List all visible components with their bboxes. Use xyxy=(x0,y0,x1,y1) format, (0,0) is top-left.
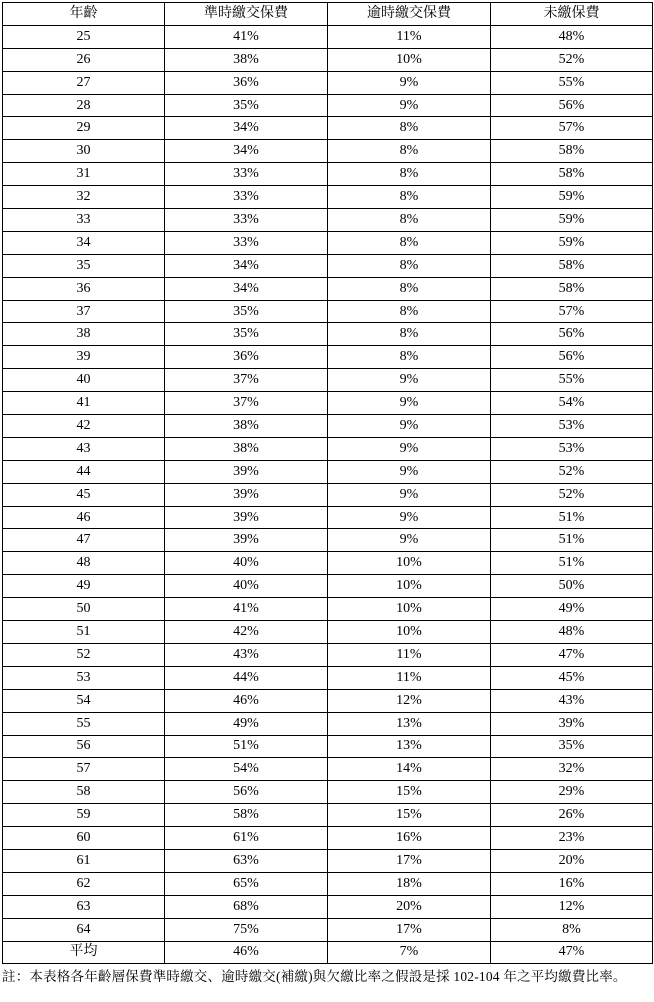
cell-unpaid: 20% xyxy=(491,849,653,872)
cell-on-time: 51% xyxy=(165,735,328,758)
cell-age: 51 xyxy=(3,621,165,644)
cell-late: 9% xyxy=(328,529,491,552)
cell-on-time: 39% xyxy=(165,529,328,552)
table-row xyxy=(3,186,653,209)
cell-late: 8% xyxy=(328,231,491,254)
cell-age: 35 xyxy=(3,254,165,277)
cell-on-time: 33% xyxy=(165,163,328,186)
table-row xyxy=(3,666,653,689)
cell-age: 49 xyxy=(3,575,165,598)
cell-late: 13% xyxy=(328,735,491,758)
table-row xyxy=(3,712,653,735)
cell-on-time: 46% xyxy=(165,941,328,964)
cell-age: 39 xyxy=(3,346,165,369)
cell-age: 31 xyxy=(3,163,165,186)
cell-late: 9% xyxy=(328,460,491,483)
cell-on-time: 33% xyxy=(165,186,328,209)
cell-late: 17% xyxy=(328,849,491,872)
cell-unpaid: 47% xyxy=(491,643,653,666)
cell-age: 28 xyxy=(3,94,165,117)
cell-on-time: 75% xyxy=(165,918,328,941)
cell-unpaid: 50% xyxy=(491,575,653,598)
cell-unpaid: 52% xyxy=(491,483,653,506)
cell-unpaid: 55% xyxy=(491,71,653,94)
cell-unpaid: 48% xyxy=(491,621,653,644)
cell-late: 20% xyxy=(328,895,491,918)
cell-unpaid: 32% xyxy=(491,758,653,781)
cell-late: 12% xyxy=(328,689,491,712)
cell-late: 10% xyxy=(328,598,491,621)
premium-payment-table xyxy=(2,2,653,964)
table-row xyxy=(3,323,653,346)
table-row xyxy=(3,918,653,941)
table-row xyxy=(3,781,653,804)
table-row xyxy=(3,827,653,850)
cell-unpaid: 57% xyxy=(491,300,653,323)
cell-unpaid: 58% xyxy=(491,140,653,163)
cell-age: 29 xyxy=(3,117,165,140)
cell-late: 10% xyxy=(328,621,491,644)
cell-late: 9% xyxy=(328,437,491,460)
cell-age: 38 xyxy=(3,323,165,346)
cell-on-time: 34% xyxy=(165,254,328,277)
cell-late: 8% xyxy=(328,254,491,277)
cell-age: 41 xyxy=(3,392,165,415)
cell-on-time: 56% xyxy=(165,781,328,804)
cell-on-time: 38% xyxy=(165,415,328,438)
cell-unpaid: 56% xyxy=(491,94,653,117)
table-row xyxy=(3,598,653,621)
cell-on-time: 61% xyxy=(165,827,328,850)
cell-late: 9% xyxy=(328,94,491,117)
cell-on-time: 36% xyxy=(165,71,328,94)
cell-unpaid: 51% xyxy=(491,529,653,552)
cell-unpaid: 59% xyxy=(491,186,653,209)
cell-age: 30 xyxy=(3,140,165,163)
table-row xyxy=(3,94,653,117)
cell-late: 15% xyxy=(328,804,491,827)
cell-age: 45 xyxy=(3,483,165,506)
table-row xyxy=(3,941,653,964)
cell-unpaid: 45% xyxy=(491,666,653,689)
cell-on-time: 35% xyxy=(165,300,328,323)
cell-late: 13% xyxy=(328,712,491,735)
cell-on-time: 35% xyxy=(165,323,328,346)
cell-age: 42 xyxy=(3,415,165,438)
cell-unpaid: 16% xyxy=(491,872,653,895)
cell-unpaid: 56% xyxy=(491,346,653,369)
cell-late: 17% xyxy=(328,918,491,941)
cell-unpaid: 54% xyxy=(491,392,653,415)
cell-unpaid: 58% xyxy=(491,254,653,277)
cell-unpaid: 53% xyxy=(491,437,653,460)
cell-on-time: 38% xyxy=(165,437,328,460)
cell-on-time: 39% xyxy=(165,506,328,529)
table-row xyxy=(3,552,653,575)
table-row xyxy=(3,163,653,186)
cell-on-time: 68% xyxy=(165,895,328,918)
cell-unpaid: 43% xyxy=(491,689,653,712)
cell-age: 34 xyxy=(3,231,165,254)
cell-late: 11% xyxy=(328,666,491,689)
cell-late: 8% xyxy=(328,186,491,209)
cell-unpaid: 58% xyxy=(491,277,653,300)
cell-on-time: 39% xyxy=(165,483,328,506)
cell-age: 52 xyxy=(3,643,165,666)
table-row xyxy=(3,48,653,71)
table-row xyxy=(3,209,653,232)
cell-late: 8% xyxy=(328,300,491,323)
cell-on-time: 54% xyxy=(165,758,328,781)
cell-age: 47 xyxy=(3,529,165,552)
cell-late: 9% xyxy=(328,392,491,415)
cell-late: 15% xyxy=(328,781,491,804)
table-row xyxy=(3,529,653,552)
cell-unpaid: 51% xyxy=(491,552,653,575)
cell-age: 50 xyxy=(3,598,165,621)
header-on-time: 準時繳交保費 xyxy=(165,3,328,26)
header-age: 年齡 xyxy=(3,3,165,26)
cell-on-time: 49% xyxy=(165,712,328,735)
cell-age: 25 xyxy=(3,25,165,48)
table-row xyxy=(3,231,653,254)
cell-age: 55 xyxy=(3,712,165,735)
cell-late: 9% xyxy=(328,369,491,392)
cell-unpaid: 49% xyxy=(491,598,653,621)
cell-late: 7% xyxy=(328,941,491,964)
cell-on-time: 41% xyxy=(165,25,328,48)
cell-age: 43 xyxy=(3,437,165,460)
cell-unpaid: 39% xyxy=(491,712,653,735)
cell-age: 44 xyxy=(3,460,165,483)
cell-unpaid: 52% xyxy=(491,460,653,483)
cell-age: 40 xyxy=(3,369,165,392)
cell-unpaid: 23% xyxy=(491,827,653,850)
cell-on-time: 40% xyxy=(165,552,328,575)
cell-unpaid: 59% xyxy=(491,231,653,254)
table-row xyxy=(3,346,653,369)
table-row xyxy=(3,140,653,163)
cell-age: 54 xyxy=(3,689,165,712)
header-late: 逾時繳交保費 xyxy=(328,3,491,26)
cell-age: 56 xyxy=(3,735,165,758)
cell-on-time: 37% xyxy=(165,392,328,415)
cell-late: 11% xyxy=(328,25,491,48)
cell-on-time: 44% xyxy=(165,666,328,689)
cell-on-time: 42% xyxy=(165,621,328,644)
cell-age: 27 xyxy=(3,71,165,94)
cell-on-time: 34% xyxy=(165,117,328,140)
table-row xyxy=(3,300,653,323)
cell-age: 53 xyxy=(3,666,165,689)
cell-unpaid: 52% xyxy=(491,48,653,71)
table-row xyxy=(3,804,653,827)
table-row xyxy=(3,460,653,483)
cell-age: 36 xyxy=(3,277,165,300)
cell-unpaid: 26% xyxy=(491,804,653,827)
footnote: 註：本表格各年齡層保費準時繳交、逾時繳交(補繳)與欠繳比率之假設是採 102-104 年之平均繳費比率。 xyxy=(2,969,627,984)
cell-unpaid: 35% xyxy=(491,735,653,758)
cell-late: 18% xyxy=(328,872,491,895)
table-row xyxy=(3,621,653,644)
cell-on-time: 65% xyxy=(165,872,328,895)
cell-late: 10% xyxy=(328,48,491,71)
cell-age: 37 xyxy=(3,300,165,323)
cell-late: 11% xyxy=(328,643,491,666)
header-row xyxy=(3,3,653,26)
cell-age: 46 xyxy=(3,506,165,529)
cell-unpaid: 56% xyxy=(491,323,653,346)
table-header xyxy=(3,3,653,26)
cell-unpaid: 57% xyxy=(491,117,653,140)
cell-late: 10% xyxy=(328,575,491,598)
table-row xyxy=(3,643,653,666)
cell-unpaid: 59% xyxy=(491,209,653,232)
cell-unpaid: 47% xyxy=(491,941,653,964)
cell-late: 14% xyxy=(328,758,491,781)
table-row xyxy=(3,71,653,94)
cell-late: 8% xyxy=(328,346,491,369)
cell-age: 64 xyxy=(3,918,165,941)
table-row xyxy=(3,872,653,895)
cell-age: 63 xyxy=(3,895,165,918)
cell-age: 60 xyxy=(3,827,165,850)
cell-on-time: 37% xyxy=(165,369,328,392)
cell-unpaid: 48% xyxy=(491,25,653,48)
cell-age: 61 xyxy=(3,849,165,872)
cell-unpaid: 12% xyxy=(491,895,653,918)
cell-age: 59 xyxy=(3,804,165,827)
table-row xyxy=(3,849,653,872)
cell-unpaid: 29% xyxy=(491,781,653,804)
table-row xyxy=(3,735,653,758)
cell-late: 10% xyxy=(328,552,491,575)
table-row xyxy=(3,895,653,918)
cell-age: 26 xyxy=(3,48,165,71)
cell-age: 48 xyxy=(3,552,165,575)
cell-on-time: 34% xyxy=(165,277,328,300)
cell-late: 8% xyxy=(328,323,491,346)
cell-on-time: 40% xyxy=(165,575,328,598)
cell-on-time: 33% xyxy=(165,209,328,232)
cell-on-time: 33% xyxy=(165,231,328,254)
cell-late: 8% xyxy=(328,163,491,186)
table-body xyxy=(3,25,653,964)
header-unpaid: 未繳保費 xyxy=(491,3,653,26)
cell-unpaid: 51% xyxy=(491,506,653,529)
table-row xyxy=(3,575,653,598)
cell-late: 8% xyxy=(328,277,491,300)
cell-late: 9% xyxy=(328,483,491,506)
table-row xyxy=(3,483,653,506)
table-row xyxy=(3,392,653,415)
cell-age: 32 xyxy=(3,186,165,209)
cell-on-time: 34% xyxy=(165,140,328,163)
table-row xyxy=(3,117,653,140)
cell-unpaid: 55% xyxy=(491,369,653,392)
cell-late: 8% xyxy=(328,209,491,232)
cell-on-time: 41% xyxy=(165,598,328,621)
cell-late: 16% xyxy=(328,827,491,850)
table-row xyxy=(3,254,653,277)
cell-on-time: 39% xyxy=(165,460,328,483)
table-row xyxy=(3,369,653,392)
table-row xyxy=(3,689,653,712)
cell-age: 33 xyxy=(3,209,165,232)
cell-late: 9% xyxy=(328,506,491,529)
table-row xyxy=(3,415,653,438)
cell-age: 平均 xyxy=(3,941,165,964)
cell-age: 58 xyxy=(3,781,165,804)
cell-unpaid: 8% xyxy=(491,918,653,941)
table-row xyxy=(3,506,653,529)
table-row xyxy=(3,25,653,48)
cell-late: 9% xyxy=(328,71,491,94)
cell-on-time: 46% xyxy=(165,689,328,712)
cell-unpaid: 53% xyxy=(491,415,653,438)
table-row xyxy=(3,758,653,781)
cell-on-time: 58% xyxy=(165,804,328,827)
cell-on-time: 38% xyxy=(165,48,328,71)
cell-late: 9% xyxy=(328,415,491,438)
cell-age: 62 xyxy=(3,872,165,895)
table-row xyxy=(3,437,653,460)
cell-on-time: 63% xyxy=(165,849,328,872)
cell-late: 8% xyxy=(328,117,491,140)
cell-unpaid: 58% xyxy=(491,163,653,186)
cell-age: 57 xyxy=(3,758,165,781)
cell-on-time: 35% xyxy=(165,94,328,117)
table-row xyxy=(3,277,653,300)
cell-on-time: 36% xyxy=(165,346,328,369)
cell-late: 8% xyxy=(328,140,491,163)
cell-on-time: 43% xyxy=(165,643,328,666)
